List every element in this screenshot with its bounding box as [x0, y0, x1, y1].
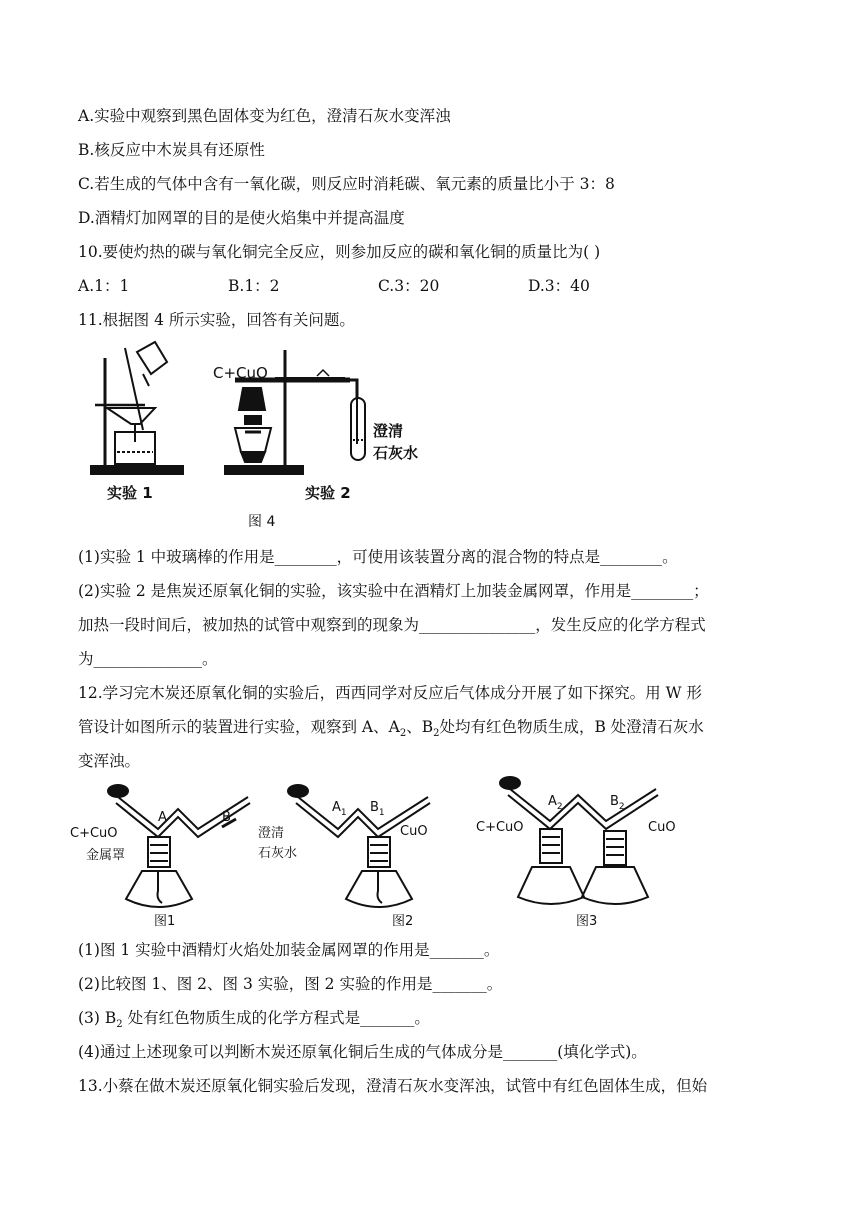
q10-option-d: D.3：40 — [528, 277, 590, 295]
question-12-line-2 — [78, 717, 704, 744]
q12-3-post: 处有红色物质生成的化学方程式是_______。 — [122, 1009, 430, 1027]
q12-3-sub: 2 — [116, 1019, 123, 1031]
q12-sub-a2: 2 — [399, 728, 407, 740]
reagent-c-cuo: C+CuO — [213, 364, 268, 382]
figure-4 — [85, 340, 445, 535]
fig3-b: B — [610, 794, 619, 809]
option-a-line: A.实验中观察到黑色固体变为红色，澄清石灰水变浑浊 — [78, 107, 451, 125]
question-11-part-1: (1)实验 1 中玻璃棒的作用是________，可使用该装置分离的混合物的特点是________。 — [78, 548, 678, 566]
question-11-part-2a: (2)实验 2 是焦炭还原氧化铜的实验，该实验中在酒精灯上加装金属网罩，作用是________； — [78, 582, 709, 600]
experiment-1-apparatus — [91, 342, 183, 474]
fig2-apparatus — [288, 785, 430, 907]
q12-text-mid: 、B — [406, 718, 434, 736]
fig3-reagent-right: CuO — [648, 820, 676, 835]
question-12-line-3: 变浑浊。 — [78, 752, 141, 770]
fig3-caption: 图3 — [576, 914, 598, 929]
q12-text-post: 处均有红色物质生成，B 处澄清石灰水 — [439, 718, 704, 736]
fig3-label-a2 — [548, 794, 563, 812]
limewater-label-1: 澄清 — [373, 422, 404, 440]
fig1-apparatus — [108, 785, 250, 907]
fig2-reagent: CuO — [400, 824, 428, 839]
question-11-part-2b: 加热一段时间后，被加热的试管中观察到的现象为_______________，发生反应的化学方程式 — [78, 616, 706, 634]
fig1-label-b: B — [222, 810, 231, 825]
q12-sub-b2: 2 — [433, 728, 440, 740]
fig2-caption: 图2 — [392, 914, 414, 929]
question-12-part-2: (2)比较图 1、图 2、图 3 实验，图 2 实验的作用是_______。 — [78, 975, 503, 993]
option-c-line: C.若生成的气体中含有一氧化碳，则反应时消耗碳、氧元素的质量比小于 3：8 — [78, 175, 615, 193]
fig1-limewater-2: 石灰水 — [258, 846, 298, 861]
fig2-b-sub: 1 — [378, 808, 385, 818]
question-12-part-1: (1)图 1 实验中酒精灯火焰处加装金属网罩的作用是_______。 — [78, 941, 500, 959]
fig1-limewater-1: 澄清 — [258, 826, 285, 841]
fig2-b: B — [370, 800, 379, 815]
fig2-label-b1 — [370, 800, 385, 818]
q12-text-pre: 管设计如图所示的装置进行实验，观察到 A、A — [78, 718, 400, 736]
fig1-label-a: A — [158, 810, 167, 825]
fig1-mesh-label: 金属罩 — [86, 848, 126, 863]
question-12-part-3 — [78, 1008, 430, 1035]
fig2-a-sub: 1 — [340, 808, 347, 818]
question-12-line-1: 12.学习完木炭还原氧化铜的实验后，西西同学对反应后气体成分开展了如下探究。用 W 形 — [78, 684, 702, 702]
q10-option-c: C.3：20 — [378, 277, 440, 295]
fig1-caption: 图1 — [154, 914, 176, 929]
question-11: 11.根据图 4 所示实验，回答有关问题。 — [78, 311, 355, 329]
fig2-a: A — [332, 800, 341, 815]
fig3-label-b2 — [610, 794, 625, 812]
fig4-caption: 图 4 — [248, 514, 276, 530]
exp1-label: 实验 1 — [107, 484, 153, 502]
question-10: 10.要使灼热的碳与氧化铜完全反应，则参加反应的碳和氧化铜的质量比为( ) — [78, 243, 601, 261]
q10-option-a: A.1：1 — [78, 277, 130, 295]
question-13: 13.小蔡在做木炭还原氧化铜实验后发现，澄清石灰水变浑浊，试管中有红色固体生成，但始 — [78, 1077, 708, 1095]
fig2-label-a1 — [332, 800, 347, 818]
fig3-a-sub: 2 — [556, 802, 563, 812]
exp2-label: 实验 2 — [305, 484, 351, 502]
question-12-part-4: (4)通过上述现象可以判断木炭还原氧化铜后生成的气体成分是_______(填化学式)。 — [78, 1043, 647, 1061]
question-11-part-2c: 为______________。 — [78, 650, 218, 668]
option-b-line: B.核反应中木炭具有还原性 — [78, 141, 265, 159]
fig3-a: A — [548, 794, 557, 809]
option-d-line: D.酒精灯加网罩的目的是使火焰集中并提高温度 — [78, 209, 405, 227]
q10-option-b: B.1：2 — [228, 277, 280, 295]
figure-w-tubes — [70, 775, 690, 935]
fig3-reagent-left: C+CuO — [476, 820, 524, 835]
fig3-apparatus — [500, 777, 658, 904]
q12-3-pre: (3) B — [78, 1009, 117, 1027]
fig1-reagent: C+CuO — [70, 826, 118, 841]
fig3-b-sub: 2 — [618, 802, 625, 812]
limewater-label-2: 石灰水 — [373, 444, 419, 462]
